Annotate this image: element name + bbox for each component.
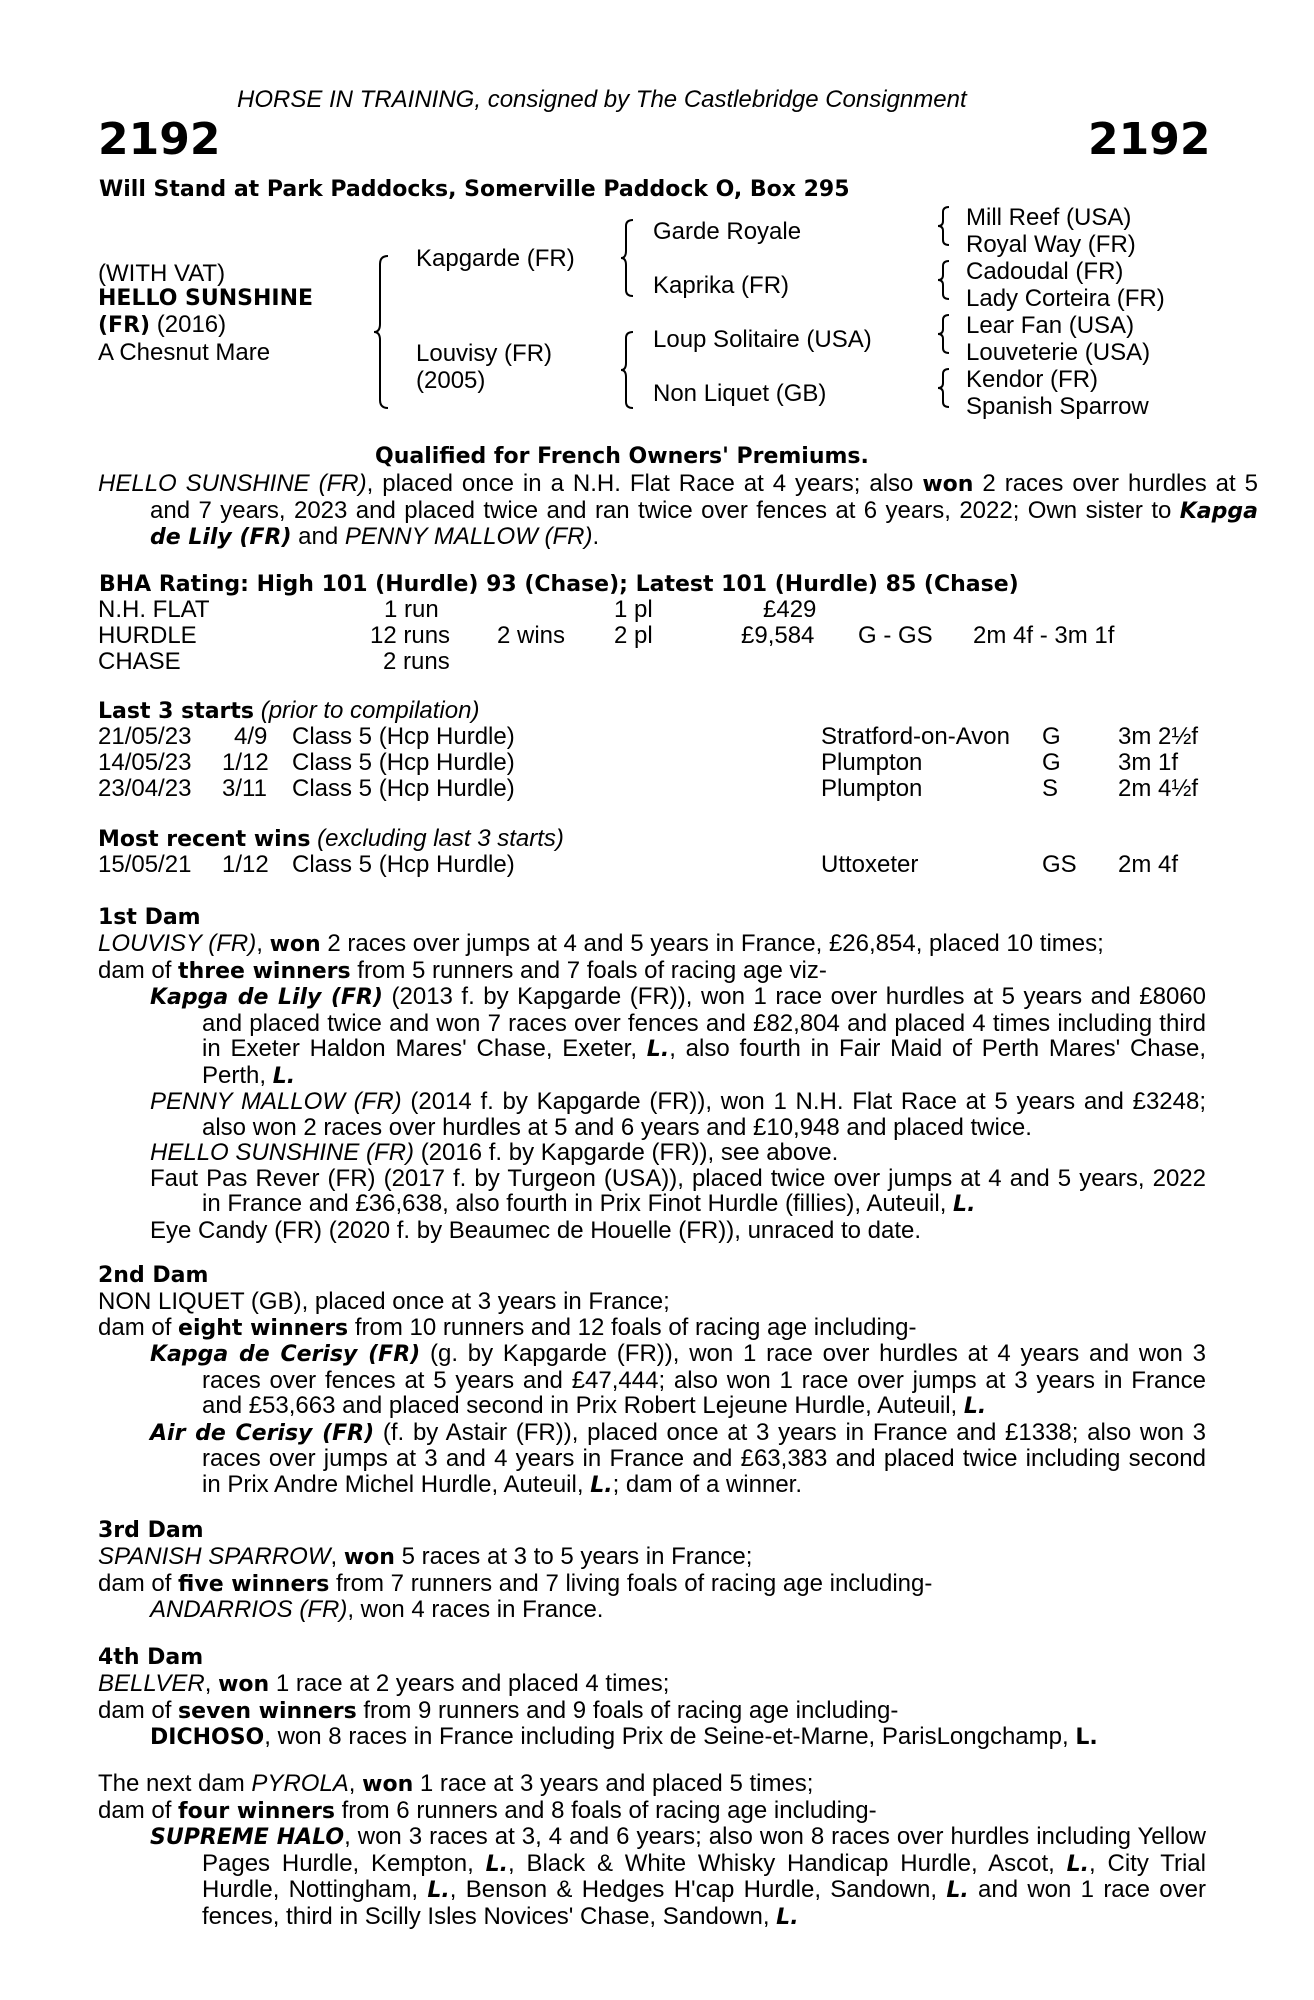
list-item xyxy=(150,1140,1206,1166)
pedigree-bracket-g3 xyxy=(938,313,952,355)
horse-name-line2 xyxy=(98,311,226,340)
pedigree-sire-sire: Garde Royale xyxy=(653,218,802,245)
pedigree-dam-year: (2005) xyxy=(416,367,486,394)
listed-mark: L. xyxy=(963,1394,987,1419)
listed-mark: L. xyxy=(776,1904,799,1930)
list-item xyxy=(150,1824,1206,1930)
produce-text: Eye Candy (FR) (2020 f. by Beaumec de Houelle (FR)), unraced to date. xyxy=(150,1216,922,1244)
rating-pl: 1 pl xyxy=(614,596,653,623)
produce-name: Air de Cerisy (FR) xyxy=(150,1420,375,1446)
summary-text-2: 2 races over hurdles at 5 and 7 years, 2023 and placed twice and ran twice over fences at 6 years, 2022; Own sister to xyxy=(150,470,1258,524)
dam4-section xyxy=(98,1671,1206,1751)
nextdam-produce xyxy=(98,1824,1206,1930)
dam2-text: dam of xyxy=(98,1313,179,1341)
produce-name: HELLO SUNSHINE (FR) xyxy=(150,1139,415,1166)
dam1-text: from 5 runners and 7 foals of racing age viz- xyxy=(350,956,827,984)
dam4-won: won xyxy=(218,1672,270,1697)
start-position: 3/11 xyxy=(222,775,267,802)
listed-mark: L. xyxy=(485,1851,508,1877)
pedigree-sire: Kapgarde (FR) xyxy=(416,245,575,272)
dam1-line2 xyxy=(98,958,1206,985)
dam1-won: won xyxy=(269,932,321,957)
dam4-line1 xyxy=(98,1671,1206,1698)
rating-type: N.H. FLAT xyxy=(98,596,210,623)
start-race: Class 5 (Hcp Hurdle) xyxy=(292,723,515,750)
pedigree-bracket-sire xyxy=(621,218,637,298)
summary-text-1: , placed once in a N.H. Flat Race at 4 years; also xyxy=(366,470,923,497)
win-date: 15/05/21 xyxy=(98,851,192,878)
horse-country: (FR) xyxy=(98,313,151,338)
list-item xyxy=(150,1724,1206,1751)
pedigree-bracket-g2 xyxy=(938,259,952,301)
produce-text: , won 4 races in France. xyxy=(347,1596,604,1623)
produce-name: SUPREME HALO xyxy=(150,1825,345,1850)
dam3-produce xyxy=(98,1597,1206,1623)
dam2-line2 xyxy=(98,1315,1206,1342)
list-item xyxy=(150,1089,1206,1140)
produce-name: ANDARRIOS (FR) xyxy=(150,1596,348,1623)
produce-text: Faut Pas Rever (FR) (2017 f. by Turgeon (USA)), placed twice over jumps at 4 and 5 years, 2022 in France and £36,638, also fourth in Prix Finot Hurdle (fillies), Auteuil, xyxy=(150,1164,1206,1217)
listed-mark: L. xyxy=(590,1472,613,1498)
last3-heading xyxy=(98,697,479,726)
start-distance: 3m 2½f xyxy=(1118,723,1199,750)
list-item xyxy=(150,984,1206,1089)
start-date: 21/05/23 xyxy=(98,723,192,750)
start-distance: 2m 4½f xyxy=(1118,775,1199,802)
win-going: GS xyxy=(1042,851,1077,878)
pedigree-dam: Louvisy (FR) xyxy=(416,340,553,367)
dam3-text: from 7 runners and 7 living foals of racing age including- xyxy=(329,1569,933,1597)
win-position: 1/12 xyxy=(222,851,269,878)
premiums-line: Qualified for French Owners' Premiums. xyxy=(375,444,869,469)
pedigree-g7: Kendor (FR) xyxy=(966,366,1099,393)
dam3-name: SPANISH SPARROW xyxy=(98,1543,331,1570)
start-date: 23/04/23 xyxy=(98,775,192,802)
win-course: Uttoxeter xyxy=(821,851,919,878)
listed-mark: L. xyxy=(427,1878,450,1903)
dam2-section xyxy=(98,1289,1206,1498)
rating-type: HURDLE xyxy=(98,622,197,649)
start-race: Class 5 (Hcp Hurdle) xyxy=(292,775,515,802)
dam2-winners: eight winners xyxy=(178,1315,349,1341)
nextdam-text: from 6 runners and 8 foals of racing age including- xyxy=(334,1796,877,1824)
horse-description: A Chesnut Mare xyxy=(98,339,271,366)
start-going: G xyxy=(1042,749,1061,776)
listed-mark: L. xyxy=(953,1192,976,1217)
dam3-text: , xyxy=(330,1543,344,1570)
list-item xyxy=(150,1420,1206,1499)
dam3-line2 xyxy=(98,1571,1206,1598)
dam1-winners: three winners xyxy=(178,958,351,984)
horse-summary xyxy=(98,471,1258,551)
nextdam-text: 1 race at 3 years and placed 5 times; xyxy=(413,1770,814,1797)
horse-year: (2016) xyxy=(156,311,227,338)
list-item xyxy=(150,1597,1206,1623)
dam1-line1 xyxy=(98,931,1206,958)
start-course: Plumpton xyxy=(821,749,923,776)
produce-text: (g. by Kapgarde (FR)), won 1 race over hurdles at 4 years and won 3 races over fences at 5 years and £47,444; also won 1 race over jumps at 3 years in France and £53,663 and placed second in Prix Robert Lejeune Hurdle, Auteuil, xyxy=(202,1340,1207,1419)
dam3-won: won xyxy=(343,1545,395,1570)
list-item xyxy=(150,1166,1206,1218)
rating-runs: 2 runs xyxy=(383,648,450,675)
rating-distance: 2m 4f - 3m 1f xyxy=(973,622,1115,649)
rating-runs: 12 runs xyxy=(370,622,451,649)
last3-title: Last 3 starts xyxy=(98,699,255,724)
dam3-winners: five winners xyxy=(178,1571,330,1597)
listed-mark: L. xyxy=(1066,1851,1090,1877)
list-item xyxy=(150,1341,1206,1420)
win-distance: 2m 4f xyxy=(1118,851,1179,878)
dam4-winners: seven winners xyxy=(178,1698,357,1724)
summary-sister-1: Kapga de Lily (FR) xyxy=(150,498,1258,550)
summary-text-4: . xyxy=(592,523,600,550)
dam2-line1: NON LIQUET (GB), placed once at 3 years in France; xyxy=(98,1288,670,1315)
nextdam-name: PYROLA xyxy=(251,1770,349,1797)
pedigree-g5: Lear Fan (USA) xyxy=(966,312,1135,339)
nextdam-line2 xyxy=(98,1798,1206,1825)
summary-name: HELLO SUNSHINE (FR) xyxy=(98,470,367,497)
produce-name: DICHOSO xyxy=(150,1725,265,1750)
pedigree-g6: Louveterie (USA) xyxy=(966,339,1151,366)
rating-type: CHASE xyxy=(98,648,181,675)
dam1-text: 2 races over jumps at 4 and 5 years in France, £26,854, placed 10 times; xyxy=(320,930,1104,957)
rating-money: £9,584 xyxy=(741,622,815,649)
dam2-produce xyxy=(98,1341,1206,1498)
dam3-text: dam of xyxy=(98,1569,179,1597)
dam4-text: 1 race at 2 years and placed 4 times; xyxy=(269,1670,670,1697)
nextdam-text: dam of xyxy=(98,1796,179,1824)
rating-wins: 2 wins xyxy=(497,622,566,649)
rating-pl: 2 pl xyxy=(614,622,653,649)
produce-text: , Benson & Hedges H'cap Hurdle, Sandown, xyxy=(449,1876,947,1903)
listed-mark: L. xyxy=(1075,1725,1098,1750)
last3-note: (prior to compilation) xyxy=(260,697,480,724)
start-going: S xyxy=(1042,775,1059,802)
recent-note: (excluding last 3 starts) xyxy=(317,825,564,852)
nextdam-text: , xyxy=(348,1770,363,1797)
pedigree-bracket-main xyxy=(374,254,394,410)
dam1-produce xyxy=(98,984,1206,1243)
nextdam-text: The next dam xyxy=(98,1770,252,1797)
recent-title: Most recent wins xyxy=(98,827,311,852)
pedigree-bracket-g4 xyxy=(938,367,952,409)
pedigree-g1: Mill Reef (USA) xyxy=(966,204,1132,231)
dam1-name: LOUVISY (FR) xyxy=(98,930,257,957)
produce-text: , also fourth in Fair Maid of Perth Mares' Chase, Perth, xyxy=(202,1035,1206,1089)
summary-text-3: and xyxy=(291,523,345,550)
consignment-line: HORSE IN TRAINING, consigned by The Castlebridge Consignment xyxy=(237,86,967,113)
produce-text: (2014 f. by Kapgarde (FR)), won 1 N.H. Flat Race at 5 years and £3248; also won 2 races over hurdles at 5 and 6 years and £10,948 and placed twice. xyxy=(202,1088,1206,1141)
start-course: Plumpton xyxy=(821,775,923,802)
produce-text: (2013 f. by Kapgarde (FR)), won 1 race over hurdles at 5 years and £8060 and placed twice and won 7 races over fences and £82,804 and placed 4 times including third in Exeter Haldon Mares' Chase, Exeter, xyxy=(202,983,1206,1062)
start-position: 1/12 xyxy=(222,749,269,776)
rating-money: £429 xyxy=(763,596,817,623)
nextdam-section xyxy=(98,1771,1206,1930)
pedigree-g4: Lady Corteira (FR) xyxy=(966,285,1165,312)
produce-text: (2016 f. by Kapgarde (FR)), see above. xyxy=(414,1139,839,1166)
dam1-text: , xyxy=(256,930,270,957)
rating-going: G - GS xyxy=(858,622,933,649)
vat-note: (WITH VAT) xyxy=(98,260,226,287)
pedigree-dam-dam: Non Liquet (GB) xyxy=(653,380,827,407)
bha-rating: BHA Rating: High 101 (Hurdle) 93 (Chase); Latest 101 (Hurdle) 85 (Chase) xyxy=(99,572,1019,597)
listed-mark: L. xyxy=(272,1063,296,1089)
list-item xyxy=(150,1218,1206,1244)
dam2-heading: 2nd Dam xyxy=(98,1263,209,1288)
produce-text: , City Trial Hurdle, Nottingham, xyxy=(202,1849,1206,1903)
dam4-heading: 4th Dam xyxy=(98,1645,204,1670)
rating-runs: 1 run xyxy=(384,596,439,623)
dam4-text: from 9 runners and 9 foals of racing age including- xyxy=(356,1696,899,1724)
dam3-line1 xyxy=(98,1544,1206,1571)
produce-name: Kapga de Cerisy (FR) xyxy=(150,1342,421,1367)
dam1-section xyxy=(98,931,1206,1243)
start-position: 4/9 xyxy=(234,723,268,750)
produce-text: , Black & White Whisky Handicap Hurdle, Ascot, xyxy=(507,1849,1067,1877)
dam4-text: , xyxy=(204,1670,219,1697)
start-course: Stratford-on-Avon xyxy=(821,723,1010,750)
lot-number-right: 2192 xyxy=(1088,114,1211,165)
start-going: G xyxy=(1042,723,1061,750)
stand-line: Will Stand at Park Paddocks, Somerville Paddock O, Box 295 xyxy=(99,177,850,202)
pedigree-sire-dam: Kaprika (FR) xyxy=(653,272,790,299)
listed-mark: L. xyxy=(946,1878,969,1903)
pedigree-g8: Spanish Sparrow xyxy=(966,393,1149,420)
produce-text: and won 1 race over fences, third in Scilly Isles Novices' Chase, Sandown, xyxy=(202,1876,1206,1930)
produce-name: Kapga de Lily (FR) xyxy=(150,985,383,1010)
start-race: Class 5 (Hcp Hurdle) xyxy=(292,749,515,776)
dam3-text: 5 races at 3 to 5 years in France; xyxy=(394,1543,753,1570)
pedigree-g2: Royal Way (FR) xyxy=(966,231,1136,258)
nextdam-winners: four winners xyxy=(178,1798,335,1824)
recent-heading xyxy=(98,825,564,854)
dam3-section xyxy=(98,1544,1206,1623)
dam4-name: BELLVER xyxy=(98,1670,205,1697)
dam2-text: from 10 runners and 12 foals of racing age including- xyxy=(348,1313,917,1341)
produce-text: , won 8 races in France including Prix de Seine-et-Marne, ParisLongchamp, xyxy=(264,1723,1076,1750)
dam1-heading: 1st Dam xyxy=(98,905,201,930)
pedigree-bracket-dam xyxy=(621,330,637,410)
produce-text: ; dam of a winner. xyxy=(612,1470,803,1498)
start-distance: 3m 1f xyxy=(1118,749,1179,776)
summary-sister-2: PENNY MALLOW (FR) xyxy=(344,523,593,550)
pedigree-dam-sire: Loup Solitaire (USA) xyxy=(653,326,872,353)
produce-text: , won 3 races at 3, 4 and 6 years; also won 8 races over hurdles including Yellow Pages Hurdle, Kempton, xyxy=(202,1823,1206,1877)
dam3-heading: 3rd Dam xyxy=(98,1518,204,1543)
lot-number-left: 2192 xyxy=(98,114,221,165)
nextdam-won: won xyxy=(362,1772,414,1797)
produce-text: (f. by Astair (FR)), placed once at 3 years in France and £1338; also won 3 races over jumps at 3 and 4 years in France and £63,383 and placed twice including second in Prix Andre Michel Hurdle, Auteuil, xyxy=(202,1418,1206,1498)
summary-won: won xyxy=(922,472,974,497)
win-race: Class 5 (Hcp Hurdle) xyxy=(292,851,515,878)
pedigree-g3: Cadoudal (FR) xyxy=(966,258,1124,285)
dam4-text: dam of xyxy=(98,1696,179,1724)
listed-mark: L. xyxy=(646,1037,670,1062)
start-date: 14/05/23 xyxy=(98,749,192,776)
dam1-text: dam of xyxy=(98,956,179,984)
pedigree-bracket-g1 xyxy=(938,205,952,247)
dam4-produce xyxy=(98,1724,1206,1751)
dam4-line2 xyxy=(98,1698,1206,1725)
produce-name: PENNY MALLOW (FR) xyxy=(150,1088,402,1115)
nextdam-line1 xyxy=(98,1771,1206,1798)
horse-name: HELLO SUNSHINE xyxy=(98,286,314,311)
